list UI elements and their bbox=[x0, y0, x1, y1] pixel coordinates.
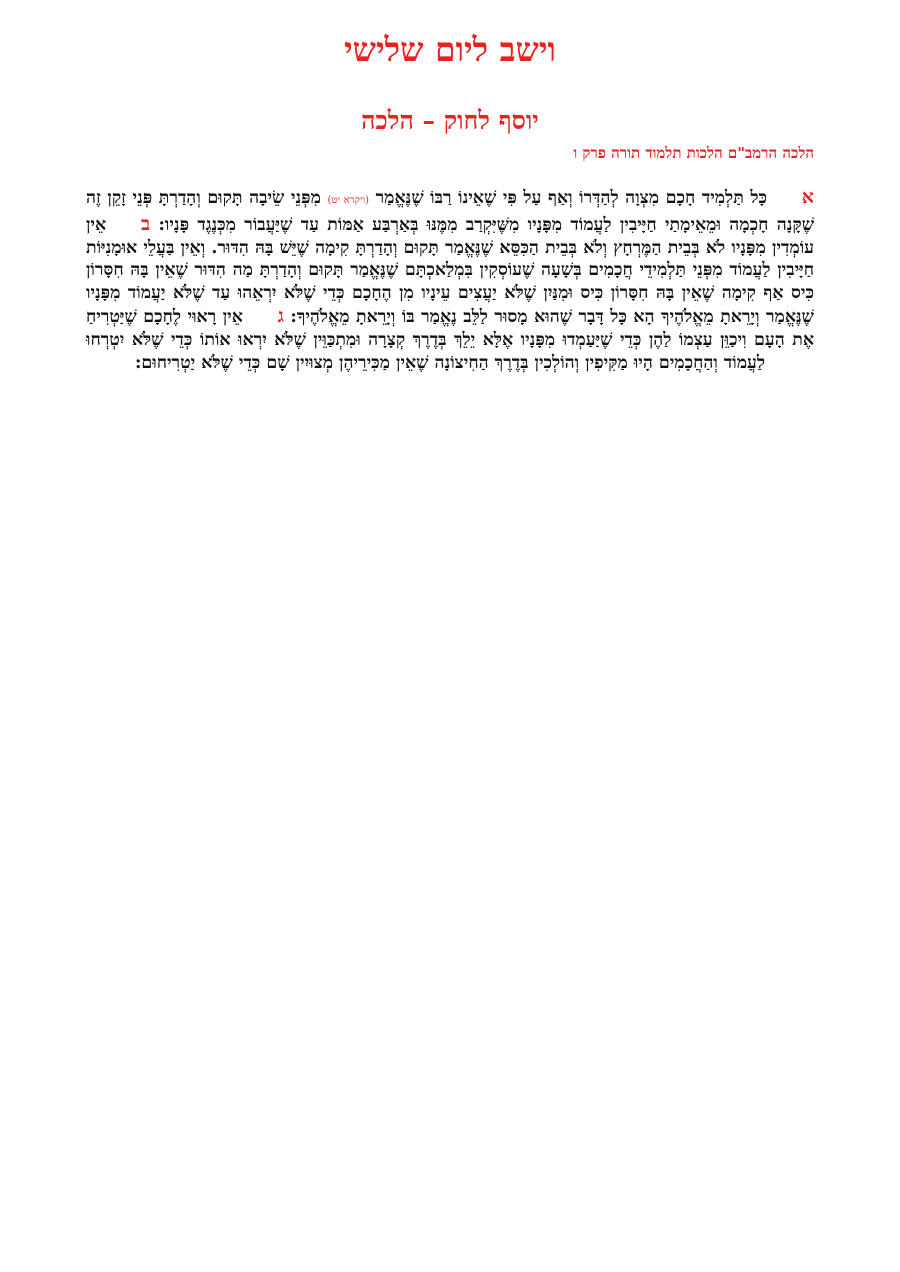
halacha-body bbox=[86, 186, 814, 374]
halacha-number-3: ג bbox=[277, 304, 284, 327]
halacha-text-1a: כָּל תַּלְמִיד חָכָם מִצְוָה לְהַדְּרוֹ וְאַף עַל פִּי שֶׁאֵינוֹ רַבּוֹ שֶׁנֶּאֱמַר bbox=[375, 188, 767, 208]
halacha-text-1b: מִפְּנֵי שֵׂיבָה תָּקוּם וְהָדַרְתָּ פְּנֵי זָקֵן זֶה שֶׁקָּנָה חָכְמָה וּמֵאֵימָתַי חַיָּיבִין לַעֲמוֹד מִפָּנָיו מִשֶּׁיִּקְרַב מִמֶּנּוּ בְּאַרְבַּע אַמּוֹת עַד שֶׁיַּעֲבוֹר מִכְּנֶגֶד פָּנָיו: bbox=[86, 188, 815, 235]
halacha-number-1: א bbox=[801, 186, 814, 208]
page-title: וישב ליום שלישי bbox=[344, 30, 556, 69]
section-subtitle: יוסף לחוק – הלכה bbox=[361, 106, 539, 135]
verse-reference: (ויקרא יט) bbox=[327, 195, 370, 206]
halacha-text-2: אֵין עוֹמְדִין מִפָּנָיו לֹא בְּבֵית הַמֶּרְחָץ וְלֹא בְּבֵית הַכִּסֵּא שֶׁנֶּאֱמַר תָּקוּם וְהָדַרְתָּ קִימָה שֶׁיֵּשׁ בָּהּ הִדּוּר. וְאֵין בַּעֲלֵי אוּמָנִיּוֹת חַיָּיבִין לַעֲמוֹד מִפְּנֵי תַּלְמִידֵי חֲכָמִים בְּשָׁעָה שֶׁעוֹסְקִין בִּמְלַאכְתָּם שֶׁנֶּאֱמַר תָּקוּם וְהָדַרְתָּ מַה הִדּוּר שֶׁאֵין בָּהּ חִסָּרוֹן כִּיס אַף קִימָה שֶׁאֵין בָּהּ חִסָּרוֹן כִּיס וּמִנַּיִן שֶׁלֹּא יַעֲצִים עֵינָיו מִן הֶחָכָם כְּדֵי שֶׁלֹּא יִרְאֵהוּ עַד שֶׁלֹּא יַעֲמוֹד מִפָּנָיו שֶׁנֶּאֱמַר וְיָרֵאתָ מֵאֱלֹהֶיךָ הָא כָּל דָּבָר שֶׁהוּא מָסוּר לַלֵּב נֶאֱמַר בּוֹ וְיָרֵאתָ מֵאֱלֹהֶיךָ: bbox=[86, 214, 814, 327]
halacha-number-2: ב bbox=[140, 212, 151, 235]
source-line: הלכה הרמב"ם הלכות תלמוד תורה פרק ו bbox=[573, 144, 814, 162]
halacha-text-3: אֵין רָאוּי לֶחָכָם שֶׁיַּטְרִיחַ אֶת הָעָם וִיכַוֵּן עַצְמוֹ לַהֶן כְּדֵי שֶׁיַּעַמְדוּ מִפָּנָיו אֶלָּא יֵלֵךְ בְּדֶרֶךְ קְצָרָה וּמִתְכַּוֵּין שֶׁלֹּא יִרְאוּ אוֹתוֹ כְּדֵי שֶׁלֹּא יִטְרְחוּ לַעֲמוֹד וְהַחֲכָמִים הָיוּ מַקִּיפִין וְהוֹלְכִין בְּדֶרֶךְ הַחִיצוֹנָה שֶׁאֵין מַכִּירֵיהֶן מְצוּיִין שָׁם כְּדֵי שֶׁלֹּא יַטְרִיחוּם: bbox=[86, 306, 814, 373]
